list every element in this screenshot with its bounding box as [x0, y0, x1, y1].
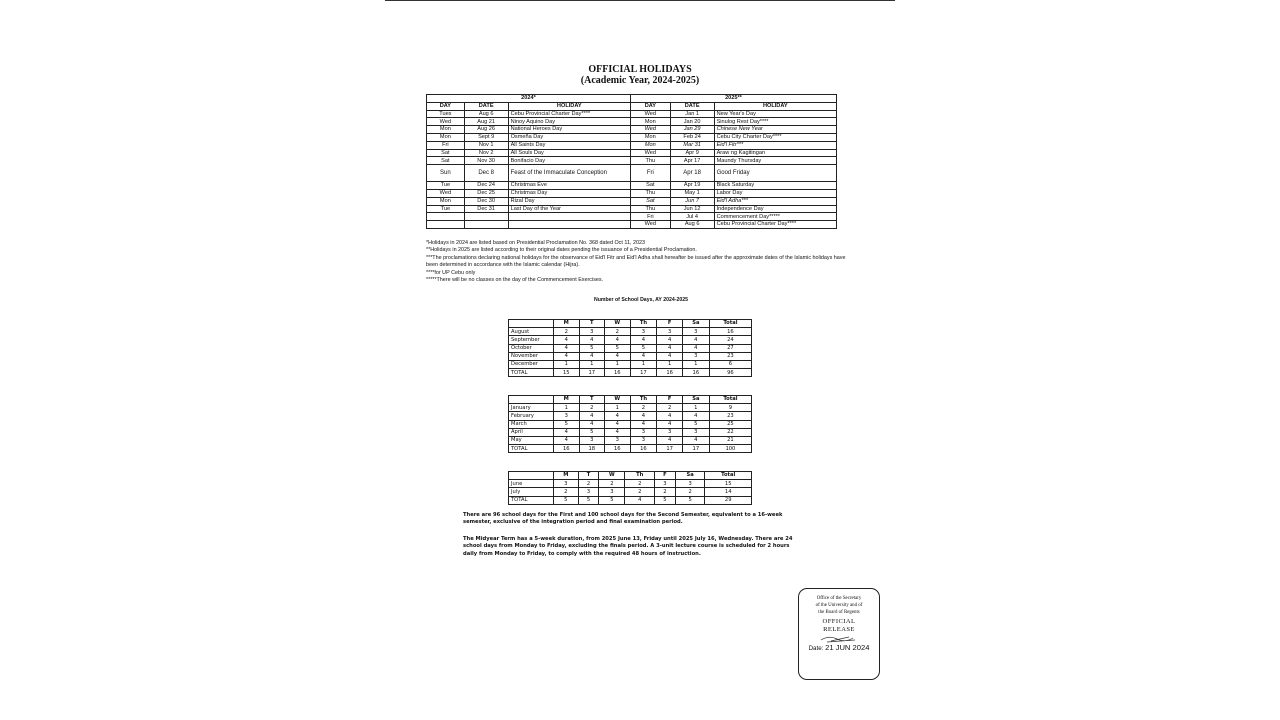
- title-line-1: OFFICIAL HOLIDAYS: [588, 64, 692, 75]
- count-cell: 17: [657, 445, 683, 453]
- holiday-cell: Independence Day: [714, 205, 836, 213]
- col-holiday-header: HOLIDAY: [714, 102, 836, 110]
- date-cell: Sept 9: [464, 133, 508, 141]
- school-days-table-3: [508, 471, 752, 505]
- school-days-row: [509, 404, 752, 412]
- count-cell: 17: [579, 369, 605, 377]
- count-cell: 24: [709, 336, 751, 344]
- year-2025-header: 2025**: [630, 95, 836, 103]
- date-cell: Apr 18: [670, 165, 714, 182]
- count-cell: 4: [554, 344, 580, 352]
- col-day-header: DAY: [427, 102, 465, 110]
- holiday-cell: Good Friday: [714, 165, 836, 182]
- school-days-col-header: Total: [705, 472, 752, 480]
- count-cell: 23: [709, 412, 751, 420]
- month-cell: TOTAL: [509, 445, 554, 453]
- count-cell: 4: [579, 336, 605, 344]
- count-cell: 1: [605, 404, 631, 412]
- count-cell: 5: [579, 428, 605, 436]
- holiday-cell: Christmas Day: [508, 189, 630, 197]
- holiday-cell: Last Day of the Year: [508, 205, 630, 213]
- count-cell: 3: [630, 436, 657, 444]
- date-cell: Dec 8: [464, 165, 508, 182]
- count-cell: 18: [579, 445, 605, 453]
- school-days-row: [509, 496, 752, 504]
- count-cell: 16: [605, 369, 631, 377]
- count-cell: 4: [554, 336, 580, 344]
- stamp-line-2: of the University and of: [815, 603, 863, 608]
- day-cell: Thu: [630, 157, 670, 165]
- count-cell: 2: [630, 404, 657, 412]
- day-cell: Mon: [427, 197, 465, 205]
- date-cell: Aug 6: [464, 110, 508, 118]
- count-cell: 5: [682, 420, 709, 428]
- day-cell: Tue: [427, 205, 465, 213]
- col-date-header: DATE: [670, 102, 714, 110]
- school-days-table-2: [508, 395, 752, 453]
- school-days-col-header: Sa: [682, 320, 709, 328]
- footnotes: [426, 240, 856, 284]
- count-cell: 2: [578, 480, 599, 488]
- stamp-line-1: Office of the Secretary: [816, 596, 862, 601]
- count-cell: 4: [657, 336, 683, 344]
- count-cell: 1: [554, 404, 580, 412]
- count-cell: 15: [554, 369, 580, 377]
- school-days-header-row: [509, 396, 752, 404]
- school-days-col-header: T: [579, 320, 605, 328]
- count-cell: 4: [605, 412, 631, 420]
- day-cell: Fri: [427, 141, 465, 149]
- col-date-header: DATE: [464, 102, 508, 110]
- month-cell: March: [509, 420, 554, 428]
- day-cell: Mon: [630, 141, 670, 149]
- count-cell: 1: [682, 404, 709, 412]
- month-cell: TOTAL: [509, 369, 554, 377]
- count-cell: 5: [605, 344, 631, 352]
- month-cell: February: [509, 412, 554, 420]
- count-cell: 21: [709, 436, 751, 444]
- day-cell: Wed: [630, 110, 670, 118]
- count-cell: 23: [709, 352, 751, 360]
- date-cell: Jul 4: [670, 213, 714, 221]
- month-cell: January: [509, 404, 554, 412]
- count-cell: 5: [599, 496, 625, 504]
- count-cell: 3: [682, 328, 709, 336]
- school-days-col-header: Th: [630, 320, 657, 328]
- count-cell: 4: [657, 344, 683, 352]
- holiday-cell: Black Saturday: [714, 182, 836, 190]
- count-cell: 14: [705, 488, 752, 496]
- date-cell: Dec 24: [464, 182, 508, 190]
- count-cell: 29: [705, 496, 752, 504]
- count-cell: 2: [625, 480, 655, 488]
- year-2024-header: 2024*: [427, 95, 631, 103]
- holiday-cell: Commencement Day*****: [714, 213, 836, 221]
- date-cell: [464, 221, 508, 229]
- holiday-cell: Cebu City Charter Day****: [714, 133, 836, 141]
- count-cell: 6: [709, 360, 751, 368]
- holiday-row: [427, 110, 837, 118]
- holiday-row: [427, 133, 837, 141]
- day-cell: Sat: [427, 157, 465, 165]
- month-cell: November: [509, 352, 554, 360]
- count-cell: 4: [554, 436, 580, 444]
- holiday-cell: Eid'l Fitr***: [714, 141, 836, 149]
- count-cell: 16: [630, 445, 657, 453]
- holiday-row: [427, 126, 837, 134]
- day-cell: Sun: [427, 165, 465, 182]
- count-cell: 100: [709, 445, 751, 453]
- holiday-row: [427, 221, 837, 229]
- holiday-row: [427, 165, 837, 182]
- school-days-row: [509, 480, 752, 488]
- holiday-row: [427, 182, 837, 190]
- semester-text: There are 96 school days for the First and 100 school days for the Second Semester, equivalent to a 16-week semester, exclusive of the integration period and final examination period.: [463, 512, 783, 526]
- school-days-col-header: T: [578, 472, 599, 480]
- holiday-row: [427, 149, 837, 157]
- official-release-stamp: [798, 588, 880, 680]
- school-days-row: [509, 352, 752, 360]
- stamp-official: OFFICIAL: [822, 618, 856, 625]
- count-cell: 2: [554, 328, 580, 336]
- count-cell: 3: [599, 488, 625, 496]
- count-cell: 3: [578, 488, 599, 496]
- count-cell: 22: [709, 428, 751, 436]
- holiday-cell: Araw ng Kagitingan: [714, 149, 836, 157]
- count-cell: 4: [630, 420, 657, 428]
- holiday-cell: Cebu Provincial Charter Day****: [508, 110, 630, 118]
- count-cell: 3: [605, 436, 631, 444]
- date-cell: Jun 7: [670, 197, 714, 205]
- midyear-text: The Midyear Term has a 5-week duration, from 2025 June 13, Friday until 2025 July 16, Wednesday. There are 24 school days from Monday to Friday, excluding the finals period. A 3-unit lecture course is scheduled for 2 hours daily from Monday to Friday, to comply with the required 48 hours of instruction.: [463, 536, 793, 557]
- day-cell: Wed: [630, 149, 670, 157]
- stamp-line-3: the Board of Regents: [818, 610, 860, 615]
- holiday-cell: Labor Day: [714, 189, 836, 197]
- count-cell: 5: [578, 496, 599, 504]
- count-cell: 3: [657, 428, 683, 436]
- school-days-row: [509, 412, 752, 420]
- date-cell: Feb 24: [670, 133, 714, 141]
- month-cell: April: [509, 428, 554, 436]
- count-cell: 2: [579, 404, 605, 412]
- holiday-cell: All Saints Day: [508, 141, 630, 149]
- school-days-row: [509, 344, 752, 352]
- date-cell: Apr 17: [670, 157, 714, 165]
- count-cell: 4: [682, 336, 709, 344]
- school-days-col-header: [509, 396, 554, 404]
- school-days-row: [509, 428, 752, 436]
- count-cell: 3: [630, 428, 657, 436]
- school-days-title: Number of School Days, AY 2024-2025: [593, 297, 689, 303]
- title-line-2: (Academic Year, 2024-2025): [580, 75, 700, 86]
- date-cell: Nov 30: [464, 157, 508, 165]
- date-cell: Dec 25: [464, 189, 508, 197]
- day-cell: Mon: [427, 133, 465, 141]
- school-days-col-header: Total: [709, 396, 751, 404]
- day-cell: Mon: [630, 118, 670, 126]
- count-cell: 1: [579, 360, 605, 368]
- midyear-paragraph: [463, 536, 798, 558]
- holiday-row: [427, 205, 837, 213]
- count-cell: 4: [657, 412, 683, 420]
- school-days-col-header: Th: [630, 396, 657, 404]
- date-cell: Mar 31: [670, 141, 714, 149]
- footnote-5: *****There will be no classes on the day of the Commencement Exercises.: [426, 277, 604, 284]
- school-days-row: [509, 488, 752, 496]
- day-cell: Sat: [630, 182, 670, 190]
- school-days-col-header: Sa: [675, 472, 705, 480]
- scan-top-border: [385, 0, 895, 1]
- month-cell: June: [509, 480, 554, 488]
- count-cell: 5: [554, 420, 580, 428]
- date-cell: Jun 12: [670, 205, 714, 213]
- count-cell: 1: [630, 360, 657, 368]
- school-days-row: [509, 336, 752, 344]
- stamp-date-label: Date:: [808, 645, 824, 652]
- count-cell: 16: [709, 328, 751, 336]
- count-cell: 4: [579, 352, 605, 360]
- date-cell: Nov 2: [464, 149, 508, 157]
- holiday-cell: New Year's Day: [714, 110, 836, 118]
- count-cell: 96: [709, 369, 751, 377]
- count-cell: 4: [657, 436, 683, 444]
- count-cell: 4: [605, 428, 631, 436]
- count-cell: 2: [675, 488, 705, 496]
- month-cell: October: [509, 344, 554, 352]
- month-cell: TOTAL: [509, 496, 554, 504]
- holiday-row: [427, 141, 837, 149]
- date-cell: Aug 26: [464, 126, 508, 134]
- holiday-cell: Maundy Thursday: [714, 157, 836, 165]
- count-cell: 1: [682, 360, 709, 368]
- count-cell: 3: [682, 352, 709, 360]
- school-days-col-header: F: [657, 320, 683, 328]
- footnote-2: **Holidays in 2025 are listed according to their original dates pending the issuance of a Presidential Proclamation.: [426, 247, 697, 254]
- holiday-cell: Eid'l Adha***: [714, 197, 836, 205]
- holiday-cell: Christmas Eve: [508, 182, 630, 190]
- month-cell: July: [509, 488, 554, 496]
- count-cell: 2: [625, 488, 655, 496]
- school-days-row: [509, 369, 752, 377]
- day-cell: Fri: [630, 213, 670, 221]
- school-days-row: [509, 436, 752, 444]
- day-cell: Wed: [427, 118, 465, 126]
- count-cell: 3: [554, 480, 579, 488]
- count-cell: 4: [657, 420, 683, 428]
- count-cell: 4: [625, 496, 655, 504]
- school-days-row: [509, 328, 752, 336]
- school-days-col-header: W: [605, 320, 631, 328]
- holiday-cell: Bonifacio Day: [508, 157, 630, 165]
- stamp-release: RELEASE: [823, 626, 855, 633]
- day-cell: Mon: [427, 126, 465, 134]
- day-cell: Tues: [427, 110, 465, 118]
- count-cell: 17: [630, 369, 657, 377]
- date-cell: May 1: [670, 189, 714, 197]
- date-cell: Aug 21: [464, 118, 508, 126]
- count-cell: 3: [554, 412, 580, 420]
- col-day-header: DAY: [630, 102, 670, 110]
- count-cell: 4: [630, 336, 657, 344]
- count-cell: 16: [657, 369, 683, 377]
- count-cell: 3: [579, 436, 605, 444]
- school-days-col-header: W: [599, 472, 625, 480]
- school-days-col-header: M: [554, 396, 580, 404]
- date-cell: Jan 1: [670, 110, 714, 118]
- semester-paragraph: [463, 512, 798, 527]
- count-cell: 17: [682, 445, 709, 453]
- count-cell: 27: [709, 344, 751, 352]
- count-cell: 4: [682, 344, 709, 352]
- holiday-cell: Ninoy Aquino Day: [508, 118, 630, 126]
- count-cell: 3: [675, 480, 705, 488]
- count-cell: 2: [655, 488, 676, 496]
- count-cell: 4: [682, 436, 709, 444]
- count-cell: 5: [630, 344, 657, 352]
- month-cell: May: [509, 436, 554, 444]
- stamp-date-value: 21 JUN 2024: [825, 643, 870, 652]
- school-days-col-header: Total: [709, 320, 751, 328]
- count-cell: 1: [657, 360, 683, 368]
- count-cell: 3: [657, 328, 683, 336]
- count-cell: 2: [605, 328, 631, 336]
- school-days-row: [509, 420, 752, 428]
- day-cell: Tue: [427, 182, 465, 190]
- school-days-col-header: M: [554, 472, 579, 480]
- date-cell: Jan 29: [670, 126, 714, 134]
- school-days-row: [509, 445, 752, 453]
- holidays-body: [427, 110, 837, 228]
- holiday-row: [427, 213, 837, 221]
- day-cell: Fri: [630, 165, 670, 182]
- holiday-row: [427, 157, 837, 165]
- stamp-date: [799, 644, 879, 652]
- school-days-col-header: F: [657, 396, 683, 404]
- count-cell: 3: [579, 328, 605, 336]
- school-days-col-header: F: [655, 472, 676, 480]
- document-title: [440, 64, 840, 86]
- school-days-col-header: Th: [625, 472, 655, 480]
- day-cell: Wed: [630, 221, 670, 229]
- holiday-row: [427, 197, 837, 205]
- date-cell: Apr 19: [670, 182, 714, 190]
- day-cell: Mon: [630, 133, 670, 141]
- count-cell: 25: [709, 420, 751, 428]
- holiday-cell: Sinulog Rest Day****: [714, 118, 836, 126]
- date-cell: Nov 1: [464, 141, 508, 149]
- month-cell: August: [509, 328, 554, 336]
- count-cell: 3: [682, 428, 709, 436]
- count-cell: 16: [554, 445, 580, 453]
- count-cell: 3: [630, 328, 657, 336]
- day-cell: Sat: [427, 149, 465, 157]
- holiday-cell: Feast of the Immaculate Conception: [508, 165, 630, 182]
- count-cell: 5: [554, 496, 579, 504]
- holiday-cell: Cebu Provincial Charter Day****: [714, 221, 836, 229]
- count-cell: 4: [579, 420, 605, 428]
- count-cell: 2: [554, 488, 579, 496]
- date-cell: Apr 9: [670, 149, 714, 157]
- footnote-1: *Holidays in 2024 are listed based on Presidential Proclamation No. 368 dated Oct 11, 2023: [426, 240, 645, 246]
- date-cell: Dec 30: [464, 197, 508, 205]
- day-cell: Thu: [630, 189, 670, 197]
- count-cell: 4: [605, 352, 631, 360]
- day-cell: [427, 213, 465, 221]
- count-cell: 4: [682, 412, 709, 420]
- day-cell: Sat: [630, 197, 670, 205]
- footnote-4: ****for UP Cebu only: [426, 269, 476, 276]
- holiday-cell: [508, 221, 630, 229]
- count-cell: 5: [579, 344, 605, 352]
- date-cell: Aug 6: [670, 221, 714, 229]
- holiday-row: [427, 118, 837, 126]
- day-cell: Thu: [630, 205, 670, 213]
- count-cell: 16: [682, 369, 709, 377]
- count-cell: 1: [554, 360, 580, 368]
- count-cell: 4: [657, 352, 683, 360]
- school-days-col-header: Sa: [682, 396, 709, 404]
- count-cell: 2: [599, 480, 625, 488]
- count-cell: 2: [657, 404, 683, 412]
- holiday-cell: Chinese New Year: [714, 126, 836, 134]
- count-cell: 4: [579, 412, 605, 420]
- holiday-cell: Rizal Day: [508, 197, 630, 205]
- count-cell: 4: [554, 428, 580, 436]
- date-cell: [464, 213, 508, 221]
- day-cell: [427, 221, 465, 229]
- count-cell: 16: [605, 445, 631, 453]
- date-cell: Dec 31: [464, 205, 508, 213]
- school-days-table-1: [508, 319, 752, 377]
- count-cell: 1: [605, 360, 631, 368]
- count-cell: 4: [554, 352, 580, 360]
- holiday-row: [427, 189, 837, 197]
- holiday-cell: Osmeña Day: [508, 133, 630, 141]
- day-cell: Wed: [427, 189, 465, 197]
- count-cell: 9: [709, 404, 751, 412]
- count-cell: 5: [655, 496, 676, 504]
- school-days-col-header: T: [579, 396, 605, 404]
- count-cell: 4: [605, 420, 631, 428]
- count-cell: 4: [605, 336, 631, 344]
- school-days-header-row: [509, 320, 752, 328]
- holiday-cell: [508, 213, 630, 221]
- school-days-row: [509, 360, 752, 368]
- day-cell: Wed: [630, 126, 670, 134]
- col-holiday-header: HOLIDAY: [508, 102, 630, 110]
- school-days-col-header: [509, 472, 554, 480]
- school-days-col-header: [509, 320, 554, 328]
- school-days-col-header: M: [554, 320, 580, 328]
- count-cell: 15: [705, 480, 752, 488]
- holiday-cell: All Souls Day: [508, 149, 630, 157]
- count-cell: 4: [630, 352, 657, 360]
- month-cell: September: [509, 336, 554, 344]
- count-cell: 5: [675, 496, 705, 504]
- school-days-header-row: [509, 472, 752, 480]
- count-cell: 3: [655, 480, 676, 488]
- holidays-table: [426, 94, 837, 229]
- month-cell: December: [509, 360, 554, 368]
- date-cell: Jan 20: [670, 118, 714, 126]
- holiday-cell: National Heroes Day: [508, 126, 630, 134]
- footnote-3: ***The proclamations declaring national holidays for the observance of Eid'l Fitr and Eid'l Adha shall hereafter be issued after the approximate dates of the Islamic holidays have been determined in accordance with the Islamic calendar (Hijra).: [426, 254, 846, 269]
- count-cell: 4: [630, 412, 657, 420]
- school-days-col-header: W: [605, 396, 631, 404]
